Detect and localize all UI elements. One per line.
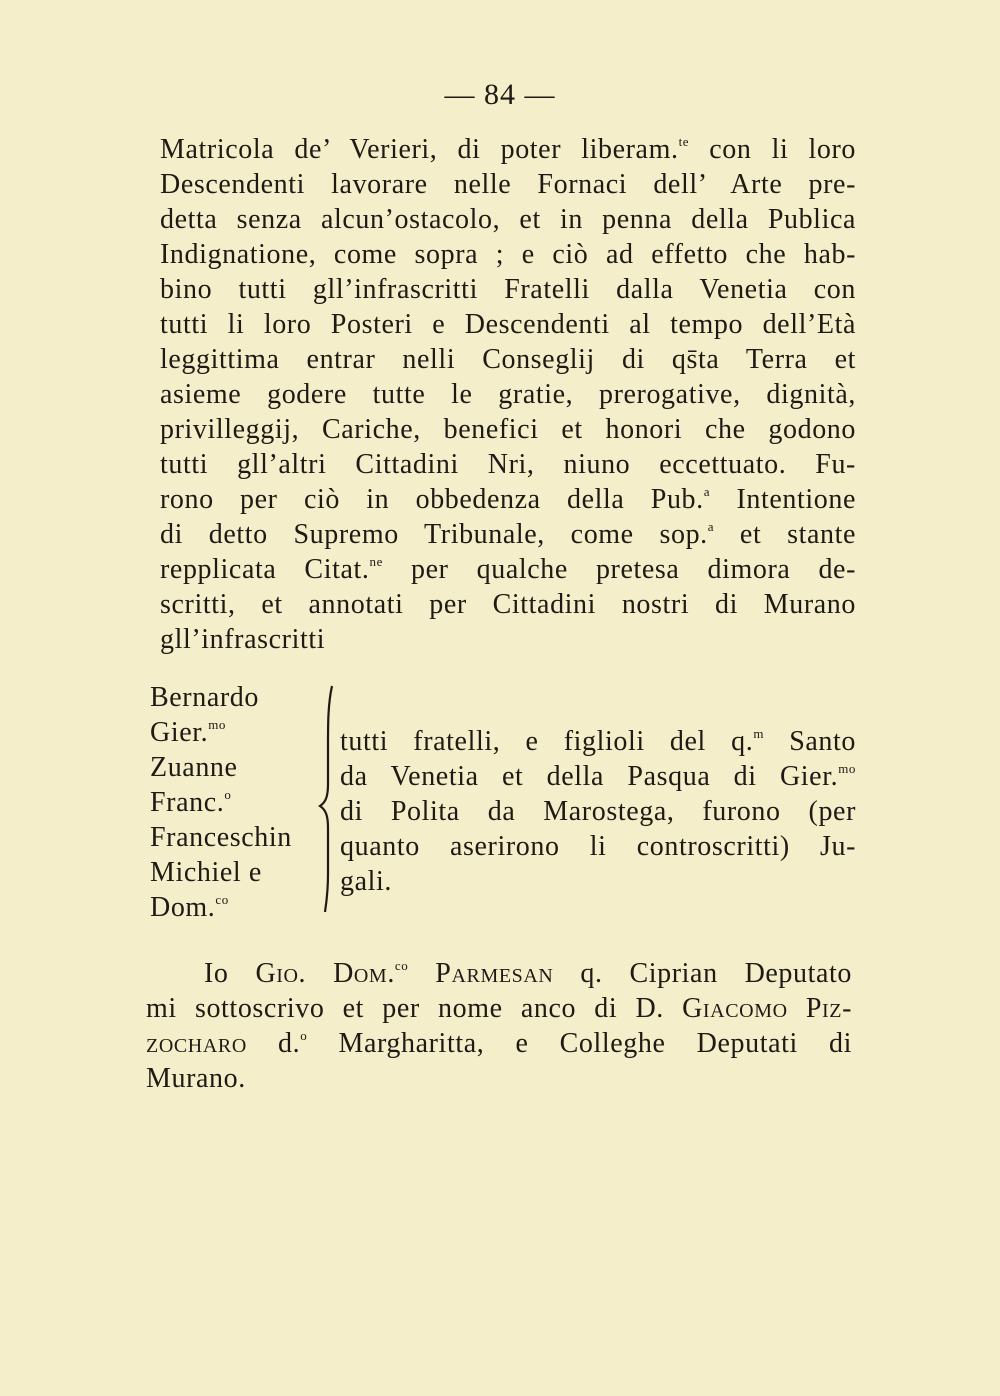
text-line: detta senza alcun’ostacolo, et in penna della Publica xyxy=(160,204,856,235)
name-entry: Franceschin xyxy=(150,822,292,853)
brothers-list xyxy=(150,680,860,930)
superscript: co xyxy=(394,958,409,973)
text-line: gll’infrascritti xyxy=(160,624,326,655)
name-entry: Zuanne xyxy=(150,752,238,783)
names-column xyxy=(150,680,292,925)
brace-description xyxy=(340,724,856,899)
text-line: leggittima entrar nelli Conseglij di qs̄ta Terra et xyxy=(160,344,856,375)
text-line xyxy=(146,1026,852,1061)
text-line: rono per ciò in obbedenza della Pub.$^a$ Intentione xyxy=(160,484,856,515)
text-line: gali. xyxy=(340,866,392,897)
superscript: o xyxy=(300,1028,308,1043)
text-run: Giacomo Piz- xyxy=(682,993,853,1024)
text-line: repplicata Citat.$^{ne}$ per qualche pretesa dimora de- xyxy=(160,554,857,585)
text-run: Io xyxy=(204,958,256,989)
text-run: zocharo xyxy=(146,1028,247,1059)
text-line: tutti gll’altri Cittadini Nri, niuno eccettuato. Fu- xyxy=(160,449,856,480)
text-run: d. xyxy=(246,1028,301,1059)
text-line: privilleggij, Cariche, benefici et honori che godono xyxy=(160,414,856,445)
text-run: Gio. Dom. xyxy=(255,958,395,989)
text-line: quanto aserirono li controscritti) Ju- xyxy=(340,831,856,862)
text-run: mi sottoscrivo et per nome anco di D. xyxy=(146,993,683,1024)
text-line: Matricola de’ Verieri, di poter liberam.$^{te}$ con li loro xyxy=(160,134,856,165)
name-entry: Bernardo xyxy=(150,682,259,713)
name-entry: Dom.$^{co}$ xyxy=(150,892,229,923)
text-line: di detto Supremo Tribunale, come sop.$^a$ et stante xyxy=(160,519,856,550)
text-line: tutti li loro Posteri e Descendenti al tempo dell’Età xyxy=(160,309,856,340)
text-line xyxy=(146,991,852,1026)
curly-brace xyxy=(310,684,340,914)
text-run: Parmesan xyxy=(408,958,554,989)
text-line: di Polita da Marostega, furono (per xyxy=(340,796,856,827)
text-line xyxy=(146,1061,852,1096)
signature-paragraph xyxy=(146,956,852,1096)
text-line: asieme godere tutte le gratie, prerogative, dignità, xyxy=(160,379,856,410)
text-run: q. Ciprian Deputato xyxy=(553,958,853,989)
text-line: bino tutti gll’infrascritti Fratelli dalla Venetia con xyxy=(160,274,856,305)
page-number: — 84 — xyxy=(444,78,556,111)
main-paragraph xyxy=(160,132,856,657)
text-line xyxy=(146,956,852,991)
text-run: Margharitta, e Colleghe Deputati di xyxy=(307,1028,852,1059)
name-entry: Franc.$^o$ xyxy=(150,787,232,818)
name-entry: Gier.$^{mo}$ xyxy=(150,717,227,748)
text-line: Indignatione, come sopra ; e ciò ad effetto che hab- xyxy=(160,239,856,270)
text-line: tutti fratelli, e figlioli del q.$^m$ Santo xyxy=(340,726,856,757)
text-run: Murano. xyxy=(146,1063,246,1094)
text-line: scritti, et annotati per Cittadini nostri di Murano xyxy=(160,589,856,620)
text-line: Descendenti lavorare nelle Fornaci dell’ Arte pre- xyxy=(160,169,856,200)
text-line: da Venetia et della Pasqua di Gier.$^{mo}$ xyxy=(340,761,856,792)
name-entry: Michiel e xyxy=(150,857,262,888)
